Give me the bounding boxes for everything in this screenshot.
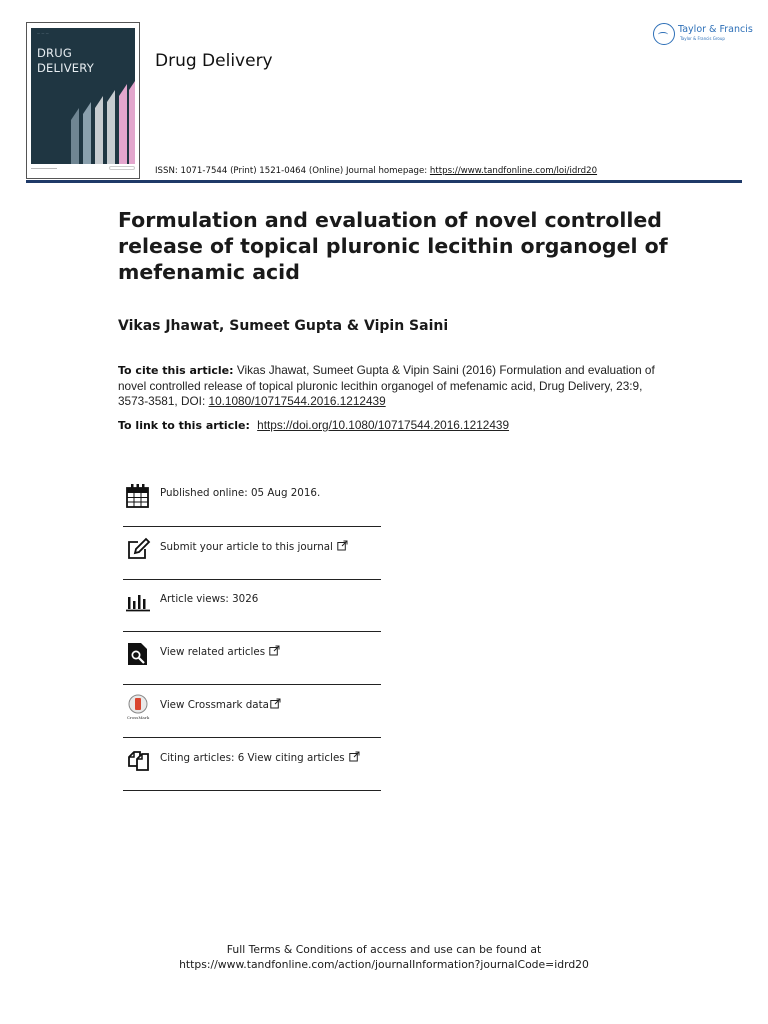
- cite-doi-link[interactable]: 10.1080/10717544.2016.1212439: [208, 394, 386, 408]
- journal-homepage-link[interactable]: https://www.tandfonline.com/loi/idrd20: [429, 166, 598, 176]
- cite-text: Vikas Jhawat, Sumeet Gupta & Vipin Saini (2016) Formulation and evaluation of novel controlled release of topical pluronic lecithin organogel of mefenamic acid, Drug Delivery, 23:9, 3573-3581, DOI:: [118, 363, 655, 408]
- document-search-icon: [125, 641, 151, 667]
- publisher-group: Taylor & Francis Group: [680, 36, 725, 41]
- edit-icon: [125, 536, 151, 562]
- cover-title-line2: DELIVERY: [37, 61, 94, 75]
- citing-articles-link[interactable]: [160, 751, 360, 764]
- cover-stripes-graphic: [31, 28, 135, 164]
- calendar-icon: [125, 483, 151, 509]
- header-divider: [26, 180, 742, 183]
- cite-label: To cite this article:: [118, 364, 234, 377]
- taylor-francis-logo-icon: [653, 23, 675, 45]
- submit-article-link[interactable]: [160, 540, 348, 553]
- crossmark-link[interactable]: [160, 698, 281, 711]
- external-link-icon: [337, 540, 348, 551]
- submit-article-text: Submit your article to this journal: [160, 540, 333, 553]
- external-link-icon: [349, 751, 360, 762]
- footer-line1: Full Terms & Conditions of access and use can be found at: [226, 943, 542, 956]
- issn-line: [155, 166, 597, 176]
- terms-footer: [0, 942, 768, 972]
- crossmark-icon: [125, 694, 151, 720]
- external-link-icon: [269, 645, 280, 656]
- related-articles-row[interactable]: [123, 632, 381, 685]
- external-link-icon: [270, 698, 281, 709]
- article-info-list: [123, 474, 381, 791]
- journal-cover: [26, 22, 140, 179]
- issn-text: ISSN: 1071-7544 (Print) 1521-0464 (Online) Journal homepage:: [155, 166, 428, 176]
- citing-articles-icon: [125, 747, 151, 773]
- article-doi-link[interactable]: https://doi.org/10.1080/10717544.2016.1212439: [257, 418, 510, 432]
- article-views-text: Article views: 3026: [160, 592, 259, 605]
- cover-art: [31, 28, 135, 164]
- related-articles-link[interactable]: [160, 645, 280, 658]
- taylor-francis-logo[interactable]: [653, 21, 753, 49]
- journal-name: Drug Delivery: [155, 51, 273, 71]
- link-label: To link to this article:: [118, 419, 250, 432]
- crossmark-icon-text: CrossMark: [126, 715, 150, 721]
- article-views-row: [123, 580, 381, 633]
- cover-title-line1: DRUG: [37, 46, 72, 60]
- cover-top-line: — — —: [37, 31, 49, 35]
- bar-chart-icon: [125, 589, 151, 615]
- cover-footer: [31, 164, 135, 174]
- related-articles-text: View related articles: [160, 646, 266, 659]
- citation-block: [118, 363, 658, 410]
- publisher-name: Taylor & Francis: [678, 24, 753, 35]
- article-title: Formulation and evaluation of novel controlled release of topical pluronic lecithin organogel of mefenamic acid: [118, 208, 668, 284]
- footer-terms-link[interactable]: https://www.tandfonline.com/action/journalInformation?journalCode=idrd20: [179, 958, 589, 971]
- published-online-text: Published online: 05 Aug 2016.: [160, 487, 321, 499]
- article-authors: Vikas Jhawat, Sumeet Gupta & Vipin Saini: [118, 318, 449, 334]
- submit-article-row[interactable]: [123, 527, 381, 580]
- article-link-block: [118, 418, 509, 432]
- citing-articles-row[interactable]: [123, 738, 381, 791]
- crossmark-row[interactable]: [123, 685, 381, 738]
- citing-articles-text: Citing articles: 6 View citing articles: [160, 751, 345, 764]
- published-online-row: [123, 474, 381, 527]
- crossmark-text: View Crossmark data: [160, 699, 269, 712]
